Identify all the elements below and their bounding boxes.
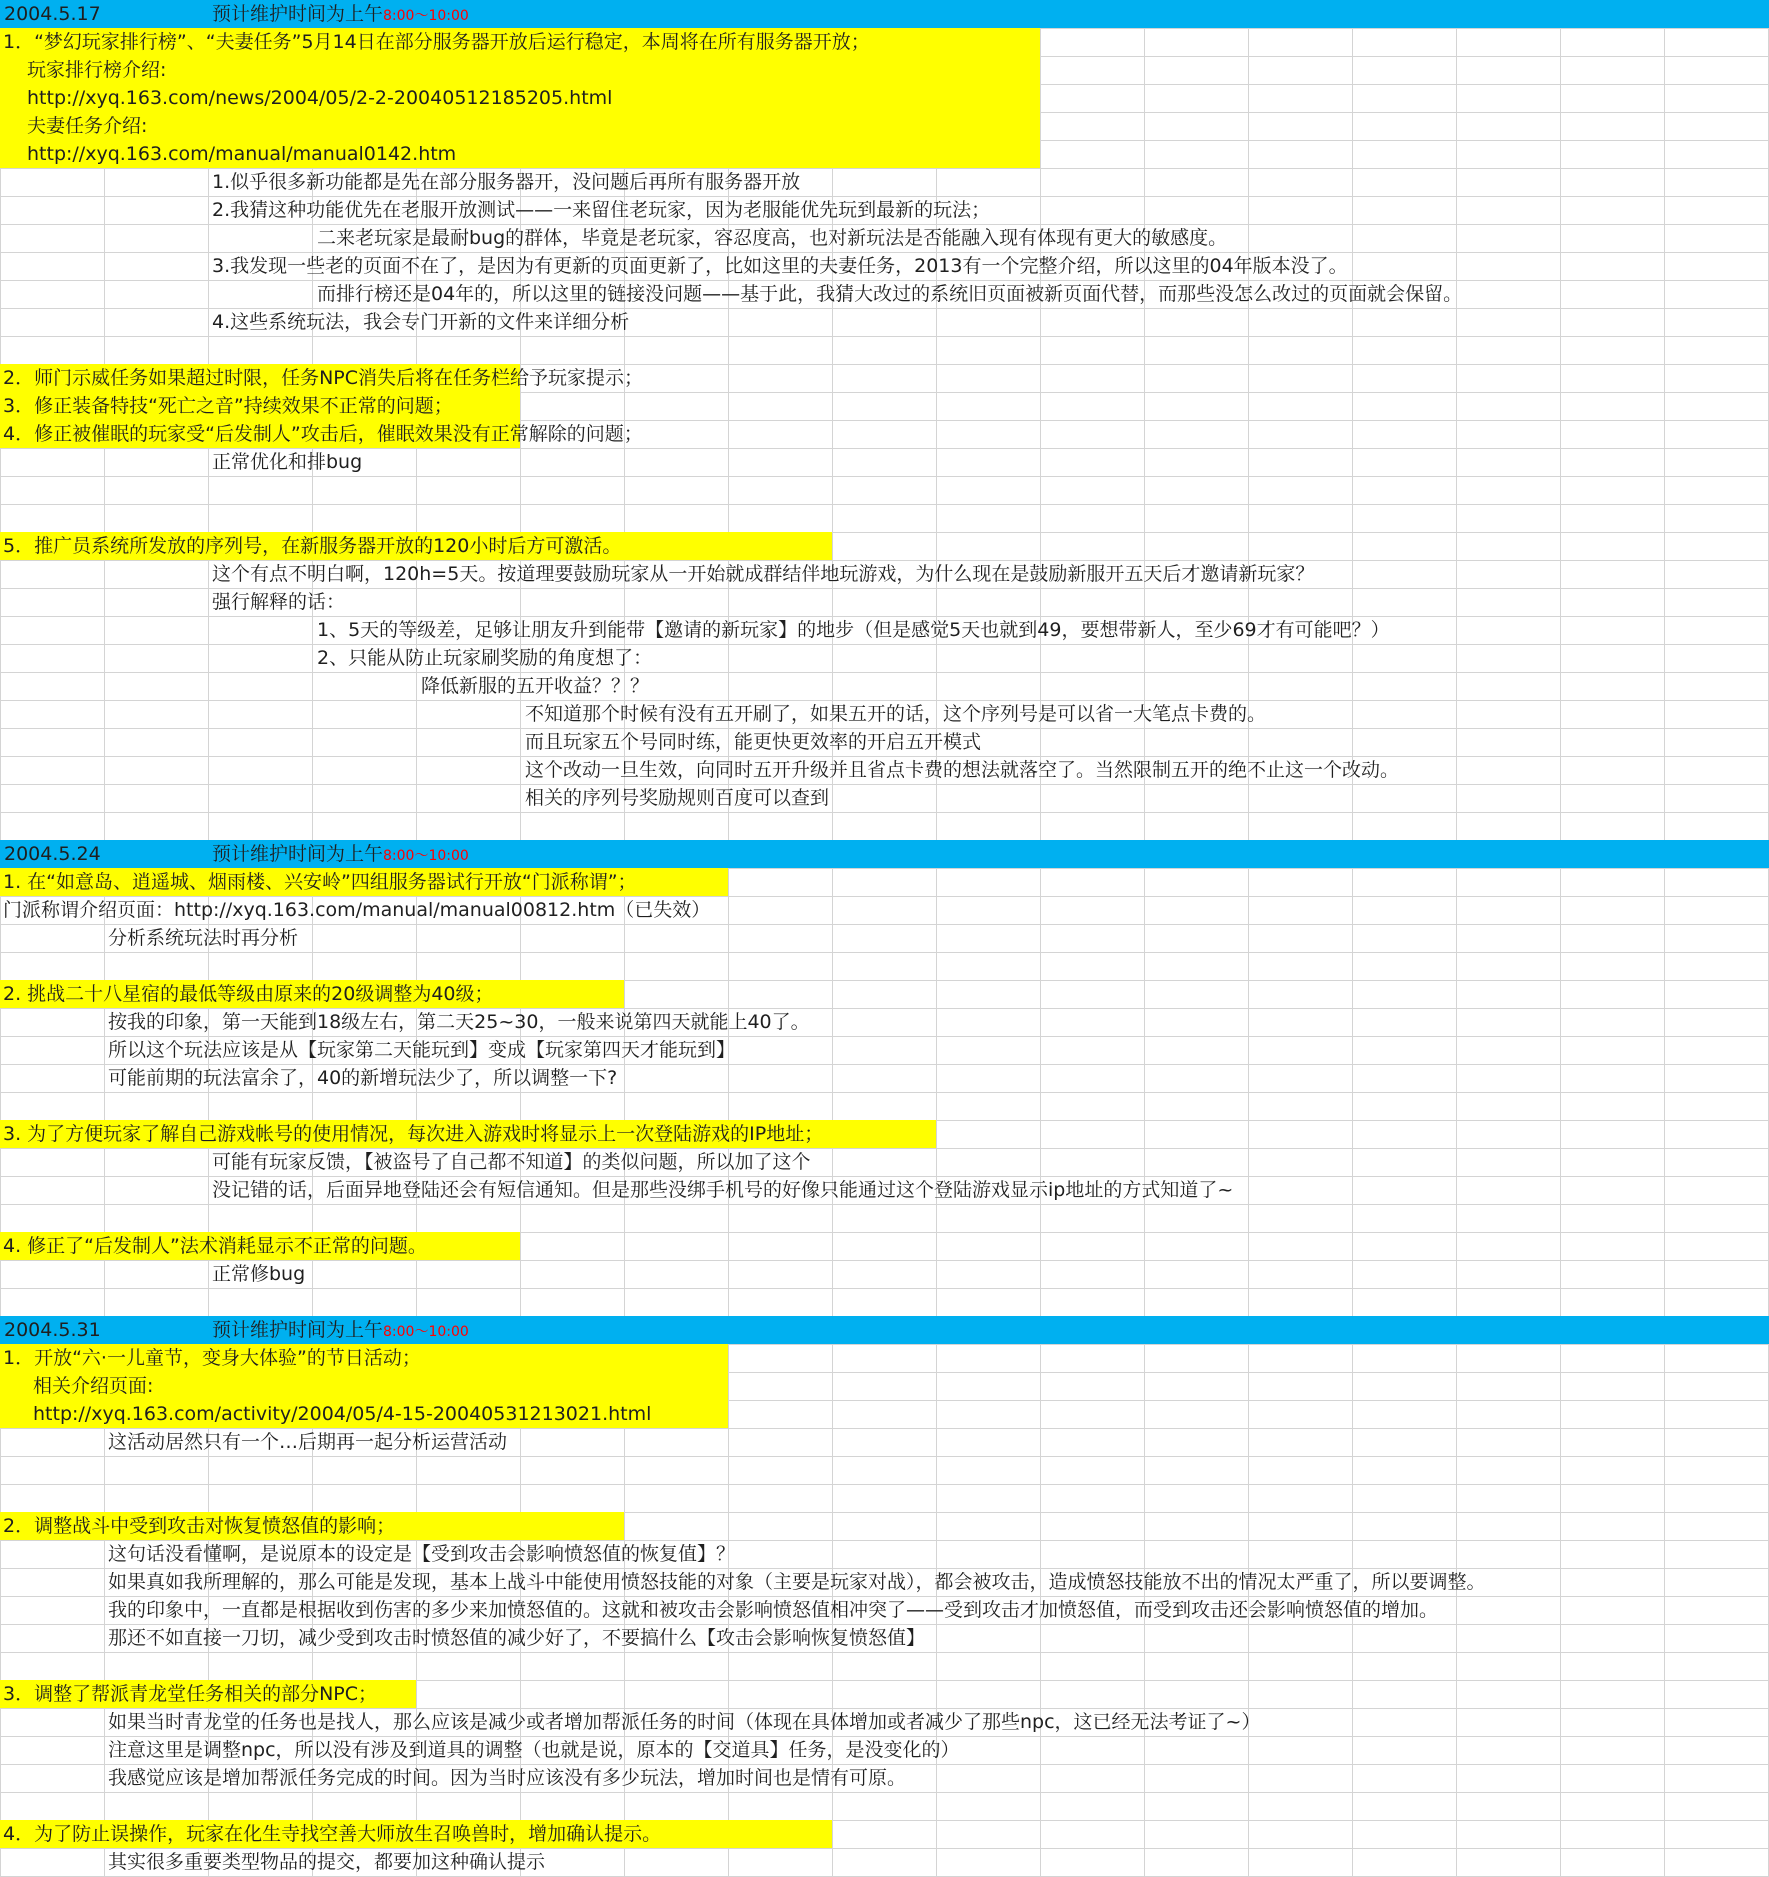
section-date: 2004.5.17: [4, 3, 101, 25]
cell-text[interactable]: 正常优化和排bug: [212, 451, 363, 473]
cell-text[interactable]: 这活动居然只有一个…后期再一起分析运营活动: [108, 1431, 508, 1453]
maintenance-title: [212, 0, 469, 28]
maintenance-title: [212, 1316, 469, 1344]
cell-text[interactable]: 2、只能从防止玩家刷奖励的角度想了：: [317, 647, 653, 669]
highlighted-cell-text[interactable]: 2. 挑战二十八星宿的最低等级由原来的20级调整为40级；: [3, 983, 494, 1005]
cell-text[interactable]: 二来老玩家是最耐bug的群体，毕竟是老玩家，容忍度高，也对新玩法是否能融入现有体现有更大的敏感度。: [317, 227, 1228, 249]
highlighted-cell-text[interactable]: 3．调整了帮派青龙堂任务相关的部分NPC；: [3, 1683, 378, 1705]
cell-text[interactable]: 可能有玩家反馈，【被盗号了自己都不知道】的类似问题，所以加了这个: [212, 1151, 811, 1173]
section-header-row[interactable]: [0, 1316, 1769, 1344]
cell-text[interactable]: 不知道那个时候有没有五开刷了，如果五开的话，这个序列号是可以省一大笔点卡费的。: [525, 703, 1267, 725]
section-header-row[interactable]: [0, 840, 1769, 868]
maintenance-title-text: 预计维护时间为上午: [212, 1319, 384, 1341]
cell-text[interactable]: 1、5天的等级差，足够让朋友升到能带【邀请的新玩家】的地步（但是感觉5天也就到49，要想带新人，至少69才有可能吧？）: [317, 619, 1390, 641]
cell-text[interactable]: 正常修bug: [212, 1263, 306, 1285]
highlighted-cell-text[interactable]: http://xyq.163.com/news/2004/05/2-2-20040512185205.html: [27, 87, 613, 109]
highlighted-cell-text[interactable]: 2．调整战斗中受到攻击对恢复愤怒值的影响；: [3, 1515, 396, 1537]
cell-text[interactable]: 2.我猜这种功能优先在老服开放测试——一来留住老玩家，因为老服能优先玩到最新的玩法；: [212, 199, 991, 221]
highlighted-cell-text[interactable]: 3．修正装备特技“死亡之音”持续效果不正常的问题；: [3, 395, 453, 417]
cell-text[interactable]: 所以这个玩法应该是从【玩家第二天能玩到】变成【玩家第四天才能玩到】: [108, 1039, 736, 1061]
highlighted-cell-text[interactable]: 4. 修正了“后发制人”法术消耗显示不正常的问题。: [3, 1235, 427, 1257]
highlighted-cell-text[interactable]: 1. 在“如意岛、逍遥城、烟雨楼、兴安岭”四组服务器试行开放“门派称谓”；: [3, 871, 637, 893]
cell-text[interactable]: 1.似乎很多新功能都是先在部分服务器开，没问题后再所有服务器开放: [212, 171, 801, 193]
highlighted-cell-text[interactable]: 4．为了防止误操作，玩家在化生寺找空善大师放生召唤兽时，增加确认提示。: [3, 1823, 662, 1845]
highlighted-cell-text[interactable]: http://xyq.163.com/manual/manual0142.htm: [27, 143, 457, 165]
cell-text[interactable]: 降低新服的五开收益？？？: [421, 675, 650, 697]
maintenance-time-range: 8:00～10:00: [383, 8, 469, 24]
cell-text[interactable]: 分析系统玩法时再分析: [108, 927, 299, 949]
cell-text[interactable]: 3.我发现一些老的页面不在了，是因为有更新的页面更新了，比如这里的夫妻任务，2013有一个完整介绍，所以这里的04年版本没了。: [212, 255, 1348, 277]
cell-text[interactable]: 这个有点不明白啊，120h=5天。按道理要鼓励玩家从一开始就成群结伴地玩游戏，为什么现在是鼓励新服开五天后才邀请新玩家？: [212, 563, 1315, 585]
cell-text[interactable]: 按我的印象，第一天能到18级左右，第二天25~30，一般来说第四天就能上40了。: [108, 1011, 810, 1033]
highlighted-cell-text[interactable]: 相关介绍页面:: [33, 1375, 154, 1397]
cell-text[interactable]: 相关的序列号奖励规则百度可以查到: [525, 787, 830, 809]
highlighted-cell-text[interactable]: 玩家排行榜介绍:: [27, 59, 167, 81]
section-date: 2004.5.31: [4, 1319, 101, 1341]
cell-text[interactable]: 强行解释的话：: [212, 591, 346, 613]
cell-text[interactable]: 注意这里是调整npc，所以没有涉及到道具的调整（也就是说，原本的【交道具】任务，是没变化的）: [108, 1739, 960, 1761]
cell-text[interactable]: 门派称谓介绍页面：http://xyq.163.com/manual/manual00812.htm（已失效）: [3, 899, 711, 921]
cell-text[interactable]: 如果真如我所理解的，那么可能是发现，基本上战斗中能使用愤怒技能的对象（主要是玩家对战），都会被攻击，造成愤怒技能放不出的情况太严重了，所以要调整。: [108, 1571, 1486, 1593]
section-date: 2004.5.24: [4, 843, 101, 865]
highlighted-cell-text[interactable]: 夫妻任务介绍:: [27, 115, 148, 137]
maintenance-title: [212, 840, 469, 868]
highlighted-cell-text[interactable]: 2．师门示威任务如果超过时限，任务NPC消失后将在任务栏给予玩家提示；: [3, 367, 644, 389]
cell-text[interactable]: 如果当时青龙堂的任务也是找人，那么应该是减少或者增加帮派任务的时间（体现在具体增加或者减少了那些npc，这已经无法考证了~）: [108, 1711, 1261, 1733]
cell-text[interactable]: 我的印象中，一直都是根据收到伤害的多少来加愤怒值的。这就和被攻击会影响愤怒值相冲突了——受到攻击才加愤怒值，而受到攻击还会影响愤怒值的增加。: [108, 1599, 1439, 1621]
cell-text[interactable]: 我感觉应该是增加帮派任务完成的时间。因为当时应该没有多少玩法，增加时间也是情有可原。: [108, 1767, 907, 1789]
cell-highlight: [0, 112, 1040, 140]
cell-text[interactable]: 其实很多重要类型物品的提交，都要加这种确认提示: [108, 1851, 546, 1873]
cell-text[interactable]: 可能前期的玩法富余了，40的新增玩法少了，所以调整一下?: [108, 1067, 618, 1089]
cell-text[interactable]: 那还不如直接一刀切，减少受到攻击时愤怒值的减少好了，不要搞什么【攻击会影响恢复愤怒值】: [108, 1627, 926, 1649]
highlighted-cell-text[interactable]: http://xyq.163.com/activity/2004/05/4-15-20040531213021.html: [33, 1403, 652, 1425]
maintenance-title-text: 预计维护时间为上午: [212, 843, 384, 865]
section-header-row[interactable]: [0, 0, 1769, 28]
cell-text[interactable]: 4.这些系统玩法，我会专门开新的文件来详细分析: [212, 311, 630, 333]
maintenance-time-range: 8:00～10:00: [383, 848, 469, 864]
highlighted-cell-text[interactable]: 4．修正被催眠的玩家受“后发制人”攻击后，催眠效果没有正常解除的问题；: [3, 423, 643, 445]
highlighted-cell-text[interactable]: 1．“梦幻玩家排行榜”、“夫妻任务”5月14日在部分服务器开放后运行稳定，本周将在所有服务器开放；: [3, 31, 870, 53]
cell-text[interactable]: 而且玩家五个号同时练，能更快更效率的开启五开模式: [525, 731, 982, 753]
cell-text[interactable]: 这个改动一旦生效，向同时五开升级并且省点卡费的想法就落空了。当然限制五开的绝不止这一个改动。: [525, 759, 1400, 781]
cell-text[interactable]: 没记错的话，后面异地登陆还会有短信通知。但是那些没绑手机号的好像只能通过这个登陆游戏显示ip地址的方式知道了~: [212, 1179, 1234, 1201]
highlighted-cell-text[interactable]: 1．开放“六·一儿童节，变身大体验”的节日活动；: [3, 1347, 421, 1369]
cell-text[interactable]: 这句话没看懂啊，是说原本的设定是【受到攻击会影响愤怒值的恢复值】？: [108, 1543, 736, 1565]
maintenance-title-text: 预计维护时间为上午: [212, 3, 384, 25]
highlighted-cell-text[interactable]: 5．推广员系统所发放的序列号，在新服务器开放的120小时后方可激活。: [3, 535, 622, 557]
cell-text[interactable]: 而排行榜还是04年的，所以这里的链接没问题——基于此，我猜大改过的系统旧页面被新页面代替，而那些没怎么改过的页面就会保留。: [317, 283, 1463, 305]
maintenance-time-range: 8:00～10:00: [383, 1324, 469, 1340]
highlighted-cell-text[interactable]: 3. 为了方便玩家了解自己游戏帐号的使用情况，每次进入游戏时将显示上一次登陆游戏的IP地址；: [3, 1123, 824, 1145]
